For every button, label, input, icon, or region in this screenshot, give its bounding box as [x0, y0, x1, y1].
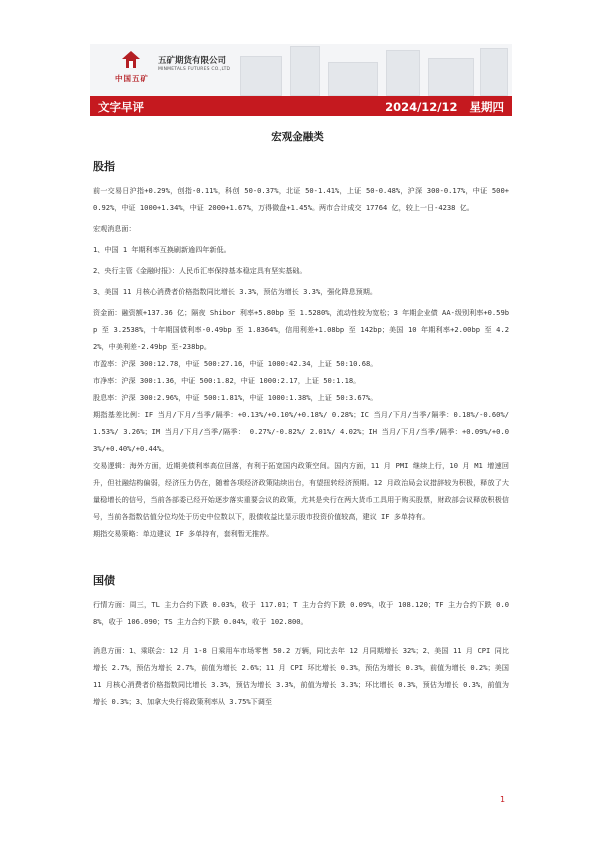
trading-strategy-line: 期指交易策略：单边建议 IF 多单持有，套利暂无推荐。 — [93, 529, 274, 538]
liquidity-paragraph: 资金面：融资额+137.36 亿；隔夜 Shibor 利率+5.80bp 至 1.5280%，流动性较为宽松；3 年期企业债 AA-级别利率+0.59bp 至 3.2538%，十年期国债利率-0.49bp 至 1.8364%，信用利差+1.08bp 至 142bp；美国 10 年期利率+2.00bp 至 4.22%，中美利差-2.49bp 至-238bp。 — [93, 308, 509, 351]
report-type: 文字早评 — [98, 100, 144, 114]
company-name-en: MINMETALS FUTURES CO.,LTD — [158, 67, 231, 72]
report-body — [93, 150, 509, 710]
treasury-bond-heading: 国债 — [93, 574, 115, 587]
trading-logic-paragraph: 交易逻辑：海外方面，近期美债利率高位回落，有利于拓宽国内政策空间。国内方面，11 月 PMI 继续上行，10 月 M1 增速回升，但社融结构偏弱，经济压力仍在，随着各项经济政策陆续出台，有望扭转经济预期。12 月政治局会议措辞较为积极，释放了大量稳增长的信号，当前各部委已经开始逐步落实重要会议的政策，尤其是央行在两大货币工具用于购买股票，财政部会议释放积极信号，当前各指数估值分位均处于历史中位数以下，股债收益比显示股市投资价值较高，建议 IF 多单持有。 — [93, 461, 509, 521]
stock-market-summary: 前一交易日沪指+0.29%，创指-0.11%，科创 50-0.37%，北证 50-1.41%，上证 50-0.48%，沪深 300-0.17%，中证 500+0.92%，中证 1000+1.34%，中证 2000+1.67%，万得微盘+1.45%。两市合计成交 17764 亿，较上一日-4238 亿。 — [93, 186, 509, 212]
macro-news-item: 3、美国 11 月核心消费者价格指数同比增长 3.3%，预估为增长 3.3%，强化降息预期。 — [93, 287, 377, 296]
macro-news-item: 1、中国 1 年期利率互换刷新逾四年新低。 — [93, 245, 231, 254]
macro-news-label: 宏观消息面： — [93, 224, 136, 233]
group-name: 中国五矿 — [115, 74, 149, 83]
stock-index-heading: 股指 — [93, 160, 115, 173]
page-number: 1 — [500, 795, 506, 804]
section-title: 宏观金融类 — [271, 131, 324, 143]
pb-ratio-line: 市净率：沪深 300:1.36，中证 500:1.82，中证 1000:2.17，上证 50:1.18。 — [93, 376, 361, 385]
company-name: 五矿期货有限公司 — [158, 56, 227, 66]
report-date-group — [373, 99, 504, 115]
basis-ratio-paragraph: 期指基差比例：IF 当月/下月/当季/隔季：+0.13%/+0.10%/+0.18%/ 0.28%；IC 当月/下月/当季/隔季：0.18%/-0.60%/ 1.53%/ 3.26%；IM 当月/下月/当季/隔季： 0.27%/-0.82%/ 2.01%/ 4.02%；IH 当月/下月/当季/隔季：+0.09%/+0.03%/+0.40%/+0.44%。 — [93, 410, 509, 453]
macro-news-item: 2、央行主管《金融时报》：人民币汇率保持基本稳定具有坚实基础。 — [93, 266, 307, 275]
company-logo — [108, 46, 238, 88]
title-bar — [90, 96, 512, 116]
dividend-yield-line: 股息率：沪深 300:2.96%，中证 500:1.81%，中证 1000:1.38%，上证 50:3.67%。 — [93, 393, 378, 402]
minmetals-logo-icon — [120, 50, 142, 70]
report-weekday: 星期四 — [469, 100, 504, 114]
bond-market-paragraph: 行情方面：周三，TL 主力合约下跌 0.03%，收于 117.01；T 主力合约下跌 0.09%，收于 108.120；TF 主力合约下跌 0.08%，收于 106.090；TS 主力合约下跌 0.04%，收于 102.800。 — [93, 600, 509, 626]
bond-news-paragraph: 消息方面：1、乘联会：12 月 1-8 日乘用车市场零售 50.2 万辆，同比去年 12 月同期增长 32%；2、美国 11 月 CPI 同比增长 2.7%，预估为增长 2.7%，前值为增长 2.6%；11 月 CPI 环比增长 0.3%，预估为增长 0.3%，前值为增长 0.2%；美国 11 月核心消费者价格指数同比增长 3.3%，预估为增长 3.3%，前值为增长 3.3%；环比增长 0.3%，预估为增长 0.3%，前值为增长 0.3%；3、加拿大央行将政策利率从 3.75%下调至 — [93, 646, 509, 706]
report-date: 2024/12/12 — [385, 100, 458, 114]
pe-ratio-line: 市盈率：沪深 300:12.78，中证 500:27.16，中证 1000:42.34，上证 50:10.68。 — [93, 359, 378, 368]
